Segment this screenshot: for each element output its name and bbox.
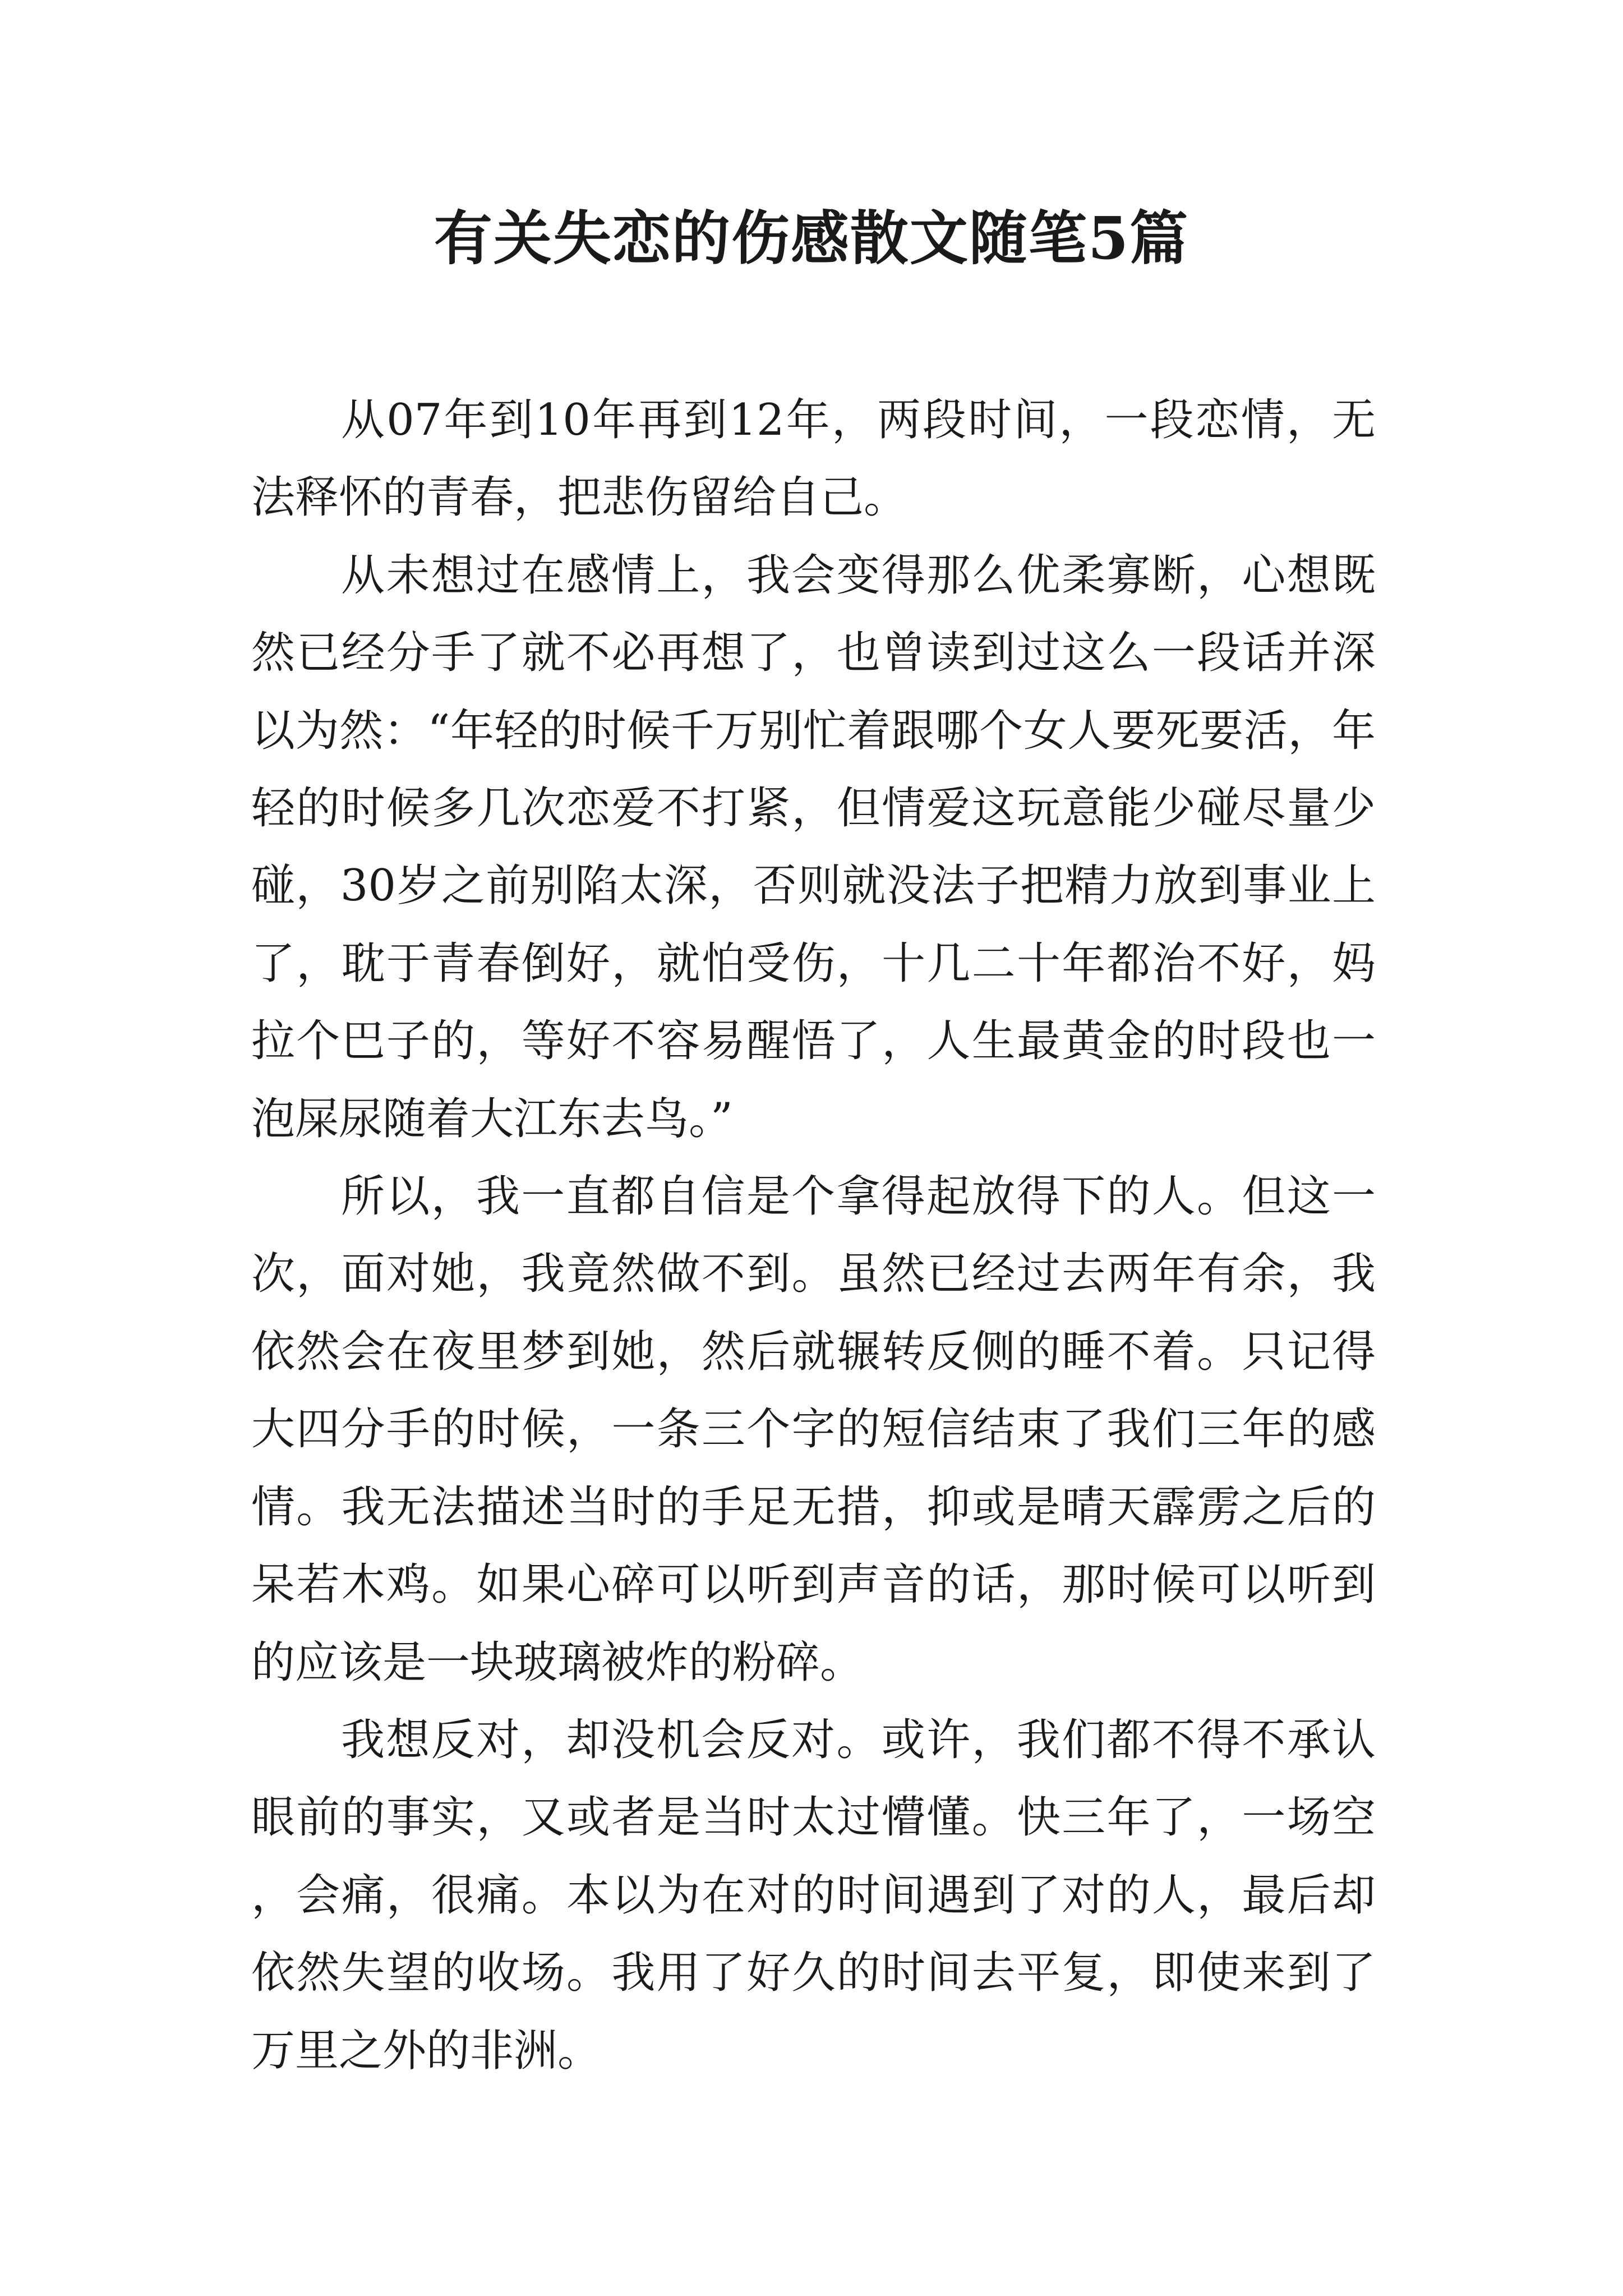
paragraph-1: 从07年到10年再到12年，两段时间，一段恋情，无法释怀的青春，把悲伤留给自己。 [251, 395, 1376, 523]
paragraph-3: 所以，我一直都自信是个拿得起放得下的人。但这一次，面对她，我竟然做不到。虽然已经过去两年有余，我依然会在夜里梦到她，然后就辗转反侧的睡不着。只记得大四分手的时候，一条三个字的短信结束了我们三年的感情。我无法描述当时的手足无措，抑或是晴天霹雳之后的呆若木鸡。如果心碎可以听到声音的话，那时候可以听到的应该是一块玻璃被炸的粉碎。 [251, 1171, 1376, 1688]
document-title: 有关失恋的伤感散文随笔5篇 [434, 204, 1189, 273]
paragraph-4: 我想反对，却没机会反对。或许，我们都不得不承认眼前的事实，又或者是当时太过懵懂。快三年了，一场空，会痛，很痛。本以为在对的时间遇到了对的人，最后却依然失望的收场。我用了好久的时间去平复，即使来到了万里之外的非洲。 [251, 1714, 1376, 2076]
paragraph-2: 从未想过在感情上，我会变得那么优柔寡断，心想既然已经分手了就不必再想了，也曾读到过这么一段话并深以为然：“年轻的时候千万别忙着跟哪个女人要死要活，年轻的时候多几次恋爱不打紧，但情爱这玩意能少碰尽量少碰，30岁之前别陷太深，否则就没法子把精力放到事业上了，耽于青春倒好，就怕受伤，十几二十年都治不好，妈拉个巴子的，等好不容易醒悟了，人生最黄金的时段也一泡屎尿随着大江东去鸟。” [251, 550, 1376, 1144]
document-body [251, 381, 1376, 2090]
